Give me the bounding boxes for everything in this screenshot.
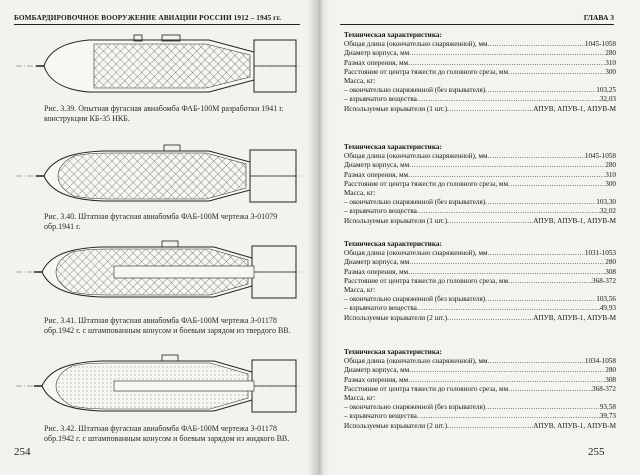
- spec-label: Размах оперения, мм: [344, 267, 409, 276]
- bomb-drawing-fig-3-39: [14, 30, 304, 100]
- spec-label: Общая длина (окончательно снаряженной), мм: [344, 249, 488, 258]
- spec-label: Масса, кг:: [344, 394, 376, 403]
- spec-label: Масса, кг:: [344, 286, 376, 295]
- spec-label: Расстояние от центра тяжести до головного среза, мм: [344, 67, 509, 76]
- figure-caption: Рис. 3.39. Опытная фугасная авиабомба ФАБ-100М разработки 1941 г. конструкции КБ-35 НКБ.: [44, 104, 284, 123]
- spec-label: Диаметр корпуса, мм: [344, 258, 410, 267]
- spec-label: Используемые взрыватели (1 шт.): [344, 104, 447, 113]
- spec-value: 300: [605, 67, 616, 76]
- spec-label: Размах оперения, мм: [344, 170, 409, 179]
- spec-value: 308: [605, 375, 616, 384]
- spec-value: 32,02: [599, 207, 616, 216]
- spec-value: 1031-1053: [584, 249, 616, 258]
- spec-value: 103,56: [596, 295, 616, 304]
- spec-label: – окончательно снаряженной (без взрывателя): [344, 403, 486, 412]
- spec-value: 93,58: [599, 403, 616, 412]
- spec-value: 49,93: [599, 304, 616, 313]
- spec-label: Расстояние от центра тяжести до головного среза, мм: [344, 276, 509, 285]
- spec-value: 300: [605, 179, 616, 188]
- spec-label: Используемые взрыватели (2 шт.): [344, 313, 447, 322]
- spec-value: 1034-1058: [584, 357, 616, 366]
- spec-value: 310: [605, 170, 616, 179]
- spec-label: Диаметр корпуса, мм: [344, 366, 410, 375]
- spec-value: АПУВ, АПУВ-1, АПУВ-М: [533, 104, 616, 113]
- spec-value: 368-372: [592, 384, 616, 393]
- spec-label: – взрывчатого вещества: [344, 207, 417, 216]
- spec-block-4: [344, 348, 616, 431]
- spec-block-1: [344, 31, 616, 114]
- spec-label: – взрывчатого вещества: [344, 412, 417, 421]
- spec-label: Масса, кг:: [344, 189, 376, 198]
- spec-value: 1045-1058: [584, 152, 616, 161]
- running-head: БОМБАРДИРОВОЧНОЕ ВООРУЖЕНИЕ АВИАЦИИ РОССИИ 1912 – 1945 гг.: [14, 13, 300, 25]
- spec-value: АПУВ, АПУВ-1, АПУВ-М: [533, 313, 616, 322]
- spec-label: Используемые взрыватели (1 шт.): [344, 216, 447, 225]
- spec-block-2: [344, 143, 616, 226]
- spec-title: Техническая характеристика:: [344, 143, 442, 151]
- spec-label: Расстояние от центра тяжести до головного среза, мм: [344, 384, 509, 393]
- spec-label: Размах оперения, мм: [344, 375, 409, 384]
- spec-value: 280: [605, 161, 616, 170]
- spec-label: Диаметр корпуса, мм: [344, 161, 410, 170]
- spec-block-3: [344, 240, 616, 323]
- spec-label: – окончательно снаряженной (без взрывателя): [344, 86, 486, 95]
- chapter-head: ГЛАВА 3: [340, 13, 614, 25]
- spec-label: Общая длина (окончательно снаряженной), мм: [344, 40, 488, 49]
- book-gutter: [308, 0, 330, 475]
- spec-label: – взрывчатого вещества: [344, 95, 417, 104]
- spec-value: 103,25: [596, 86, 616, 95]
- spec-label: Используемые взрыватели (2 шт.): [344, 421, 447, 430]
- spec-label: Расстояние от центра тяжести до головного среза, мм: [344, 179, 509, 188]
- spec-label: Диаметр корпуса, мм: [344, 49, 410, 58]
- page-number-left: 254: [14, 446, 31, 458]
- spec-value: АПУВ, АПУВ-1, АПУВ-М: [533, 216, 616, 225]
- spec-title: Техническая характеристика:: [344, 348, 442, 356]
- spec-value: 103,30: [596, 198, 616, 207]
- spec-value: 280: [605, 49, 616, 58]
- figure-caption: Рис. 3.41. Штатная фугасная авиабомба ФАБ-100М чертежа 3-01178 обр.1942 г. с штампованным конусом и боевым зарядом из твердого ВВ.: [44, 316, 291, 335]
- spec-value: 368-372: [592, 276, 616, 285]
- spec-title: Техническая характеристика:: [344, 31, 442, 39]
- spec-label: – окончательно снаряженной (без взрывателя): [344, 198, 486, 207]
- spec-value: 32,03: [599, 95, 616, 104]
- spec-title: Техническая характеристика:: [344, 240, 442, 248]
- spec-label: – взрывчатого вещества: [344, 304, 417, 313]
- bomb-drawing-fig-3-42: [14, 350, 304, 420]
- spec-value: 308: [605, 267, 616, 276]
- spec-value: 1045-1058: [584, 40, 616, 49]
- spec-label: – окончательно снаряженной (без взрывателя): [344, 295, 486, 304]
- bomb-drawing-fig-3-41: [14, 236, 304, 306]
- spec-label: Масса, кг:: [344, 77, 376, 86]
- spec-value: 310: [605, 58, 616, 67]
- figure-caption: Рис. 3.42. Штатная фугасная авиабомба ФАБ-100М чертежа 3-01178 обр.1942 г. с штампованным конусом и боевым зарядом из жидкого ВВ.: [44, 424, 290, 443]
- spec-value: 39,73: [599, 412, 616, 421]
- figure-caption: Рис. 3.40. Штатная фугасная авиабомба ФАБ-100М чертежа 3-01079 обр.1941 г.: [44, 212, 278, 231]
- spec-label: Общая длина (окончательно снаряженной), мм: [344, 152, 488, 161]
- spec-label: Общая длина (окончательно снаряженной), мм: [344, 357, 488, 366]
- spec-label: Размах оперения, мм: [344, 58, 409, 67]
- spec-value: 280: [605, 258, 616, 267]
- spec-value: 280: [605, 366, 616, 375]
- page-number-right: 255: [588, 446, 605, 458]
- spec-value: АПУВ, АПУВ-1, АПУВ-М: [533, 421, 616, 430]
- bomb-drawing-fig-3-40: [14, 140, 304, 210]
